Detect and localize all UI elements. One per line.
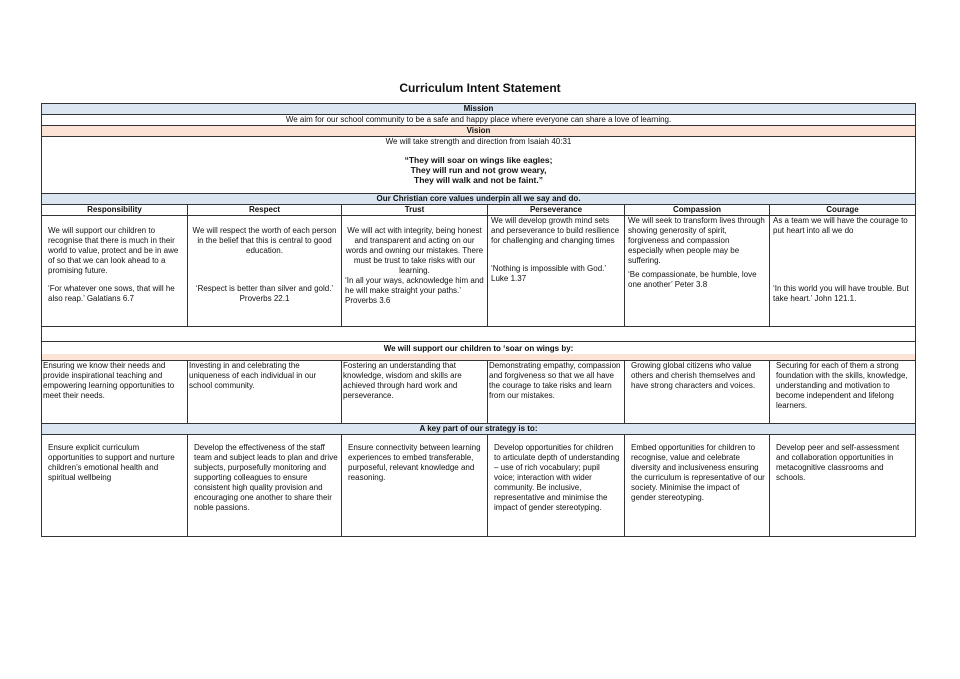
value-name-trust: Trust xyxy=(342,205,488,216)
strategy-heading-row xyxy=(42,424,916,435)
mission-text: We aim for our school community to be a safe and happy place where everyone can share a love of learning. xyxy=(42,115,916,126)
mission-text-row xyxy=(42,115,916,126)
value-scripture: ‘In all your ways, acknowledge him and he will make straight your paths.’ Proverbs 3.6 xyxy=(345,276,484,305)
value-scripture: ‘Be compassionate, be humble, love one another’ Peter 3.8 xyxy=(628,270,757,289)
value-description: We will seek to transform lives through showing generosity of spirit, forgiveness and compassion especially when people may be suffering. xyxy=(628,216,765,265)
support-cell: Securing for each of them a strong foundation with the skills, knowledge, understanding and motivation to become independent and lifelong learners. xyxy=(770,361,916,424)
strategy-heading: A key part of our strategy is to: xyxy=(42,424,916,435)
value-cell-trust xyxy=(342,216,488,327)
value-description: We will respect the worth of each person in the belief that this is central to good education. xyxy=(192,226,337,255)
value-scripture: ‘Respect is better than silver and gold.’ Proverbs 22.1 xyxy=(195,284,334,303)
support-cell: Fostering an understanding that knowledge, wisdom and skills are achieved through hard work and perseverance. xyxy=(342,361,488,424)
value-name-responsibility: Responsibility xyxy=(42,205,188,216)
value-description: We will develop growth mind sets and perseverance to build resilience for challenging and changing times xyxy=(491,216,620,245)
support-heading: We will support our children to ‘soar on wings by: xyxy=(383,344,574,353)
strategy-cell: Develop opportunities for children to articulate depth of understanding – use of rich vocabulary; pupil voice; interaction with wider community. Be inclusive, representative and minimise the impact of gender stereotyping. xyxy=(488,435,625,537)
mission-heading: Mission xyxy=(42,104,916,115)
value-name-courage: Courage xyxy=(770,205,916,216)
support-row xyxy=(42,361,916,424)
value-name-compassion: Compassion xyxy=(625,205,770,216)
support-cell: Growing global citizens who value others and cherish themselves and have strong characters and voices. xyxy=(625,361,770,424)
values-heading: Our Christian core values underpin all we say and do. xyxy=(42,194,916,205)
vision-quote-line: “They will soar on wings like eagles; xyxy=(404,155,553,165)
strategy-row xyxy=(42,435,916,537)
strategy-cell: Ensure connectivity between learning experiences to embed transferable, purposeful, relevant knowledge and reasoning. xyxy=(342,435,488,537)
curriculum-table xyxy=(41,103,916,537)
value-cell-perseverance xyxy=(488,216,625,327)
support-cell: Demonstrating empathy, compassion and forgiveness so that we all have the courage to take risks and learn from our mistakes. xyxy=(488,361,625,424)
strategy-cell: Ensure explicit curriculum opportunities to support and nurture children’s emotional health and spiritual wellbeing xyxy=(42,435,188,537)
value-cell-compassion xyxy=(625,216,770,327)
spacer-cell xyxy=(42,327,916,342)
vision-quote-line: They will run and not grow weary, xyxy=(410,165,547,175)
support-heading-cell xyxy=(42,342,916,361)
value-scripture: ‘Nothing is impossible with God.’ Luke 1.37 xyxy=(491,264,606,283)
strategy-cell: Develop peer and self-assessment and collaboration opportunities in metacognitive classrooms and schools. xyxy=(770,435,916,537)
vision-quote-line: They will walk and not be faint.” xyxy=(414,175,543,185)
support-cell: Investing in and celebrating the uniqueness of each individual in our school community. xyxy=(188,361,342,424)
value-cell-responsibility xyxy=(42,216,188,327)
value-name-perseverance: Perseverance xyxy=(488,205,625,216)
values-heading-row xyxy=(42,194,916,205)
vision-heading: Vision xyxy=(42,126,916,137)
vision-heading-row xyxy=(42,126,916,137)
value-description: As a team we will have the courage to put heart into all we do xyxy=(773,216,908,235)
support-cell: Ensuring we know their needs and provide inspirational teaching and empowering learning opportunities to meet their needs. xyxy=(42,361,188,424)
vision-intro: We will take strength and direction from Isaiah 40:31 xyxy=(385,137,572,146)
value-description: We will act with integrity, being honest and transparent and acting on our words and owning our mistakes. There must be trust to take risks with our learning. xyxy=(345,226,484,275)
spacer-row xyxy=(42,327,916,342)
page-title: Curriculum Intent Statement xyxy=(399,81,561,95)
support-heading-row xyxy=(42,342,916,361)
value-description: We will support our children to recognise that there is much in their world to value, protect and be in awe of so that we can look ahead to a promising future. xyxy=(48,226,179,275)
value-cell-respect xyxy=(188,216,342,327)
values-names-row xyxy=(42,205,916,216)
value-cell-courage xyxy=(770,216,916,327)
value-scripture: ‘In this world you will have trouble. But take heart.’ John 121.1. xyxy=(773,284,909,303)
mission-heading-row xyxy=(42,104,916,115)
vision-body xyxy=(42,137,916,194)
strategy-cell: Embed opportunities for children to recognise, value and celebrate diversity and inclusiveness ensuring the curriculum is representative of our society. Minimise the impact of gender stereotyping. xyxy=(625,435,770,537)
vision-body-row xyxy=(42,137,916,194)
values-text-row xyxy=(42,216,916,327)
peach-band xyxy=(42,354,915,360)
strategy-cell: Develop the effectiveness of the staff team and subject leads to plan and drive subjects, purposefully monitoring and supporting colleagues to ensure consistent high quality provision and encouraging one another to share their noble passions. xyxy=(188,435,342,537)
value-scripture: ‘For whatever one sows, that will he also reap.’ Galatians 6.7 xyxy=(48,284,175,303)
value-name-respect: Respect xyxy=(188,205,342,216)
